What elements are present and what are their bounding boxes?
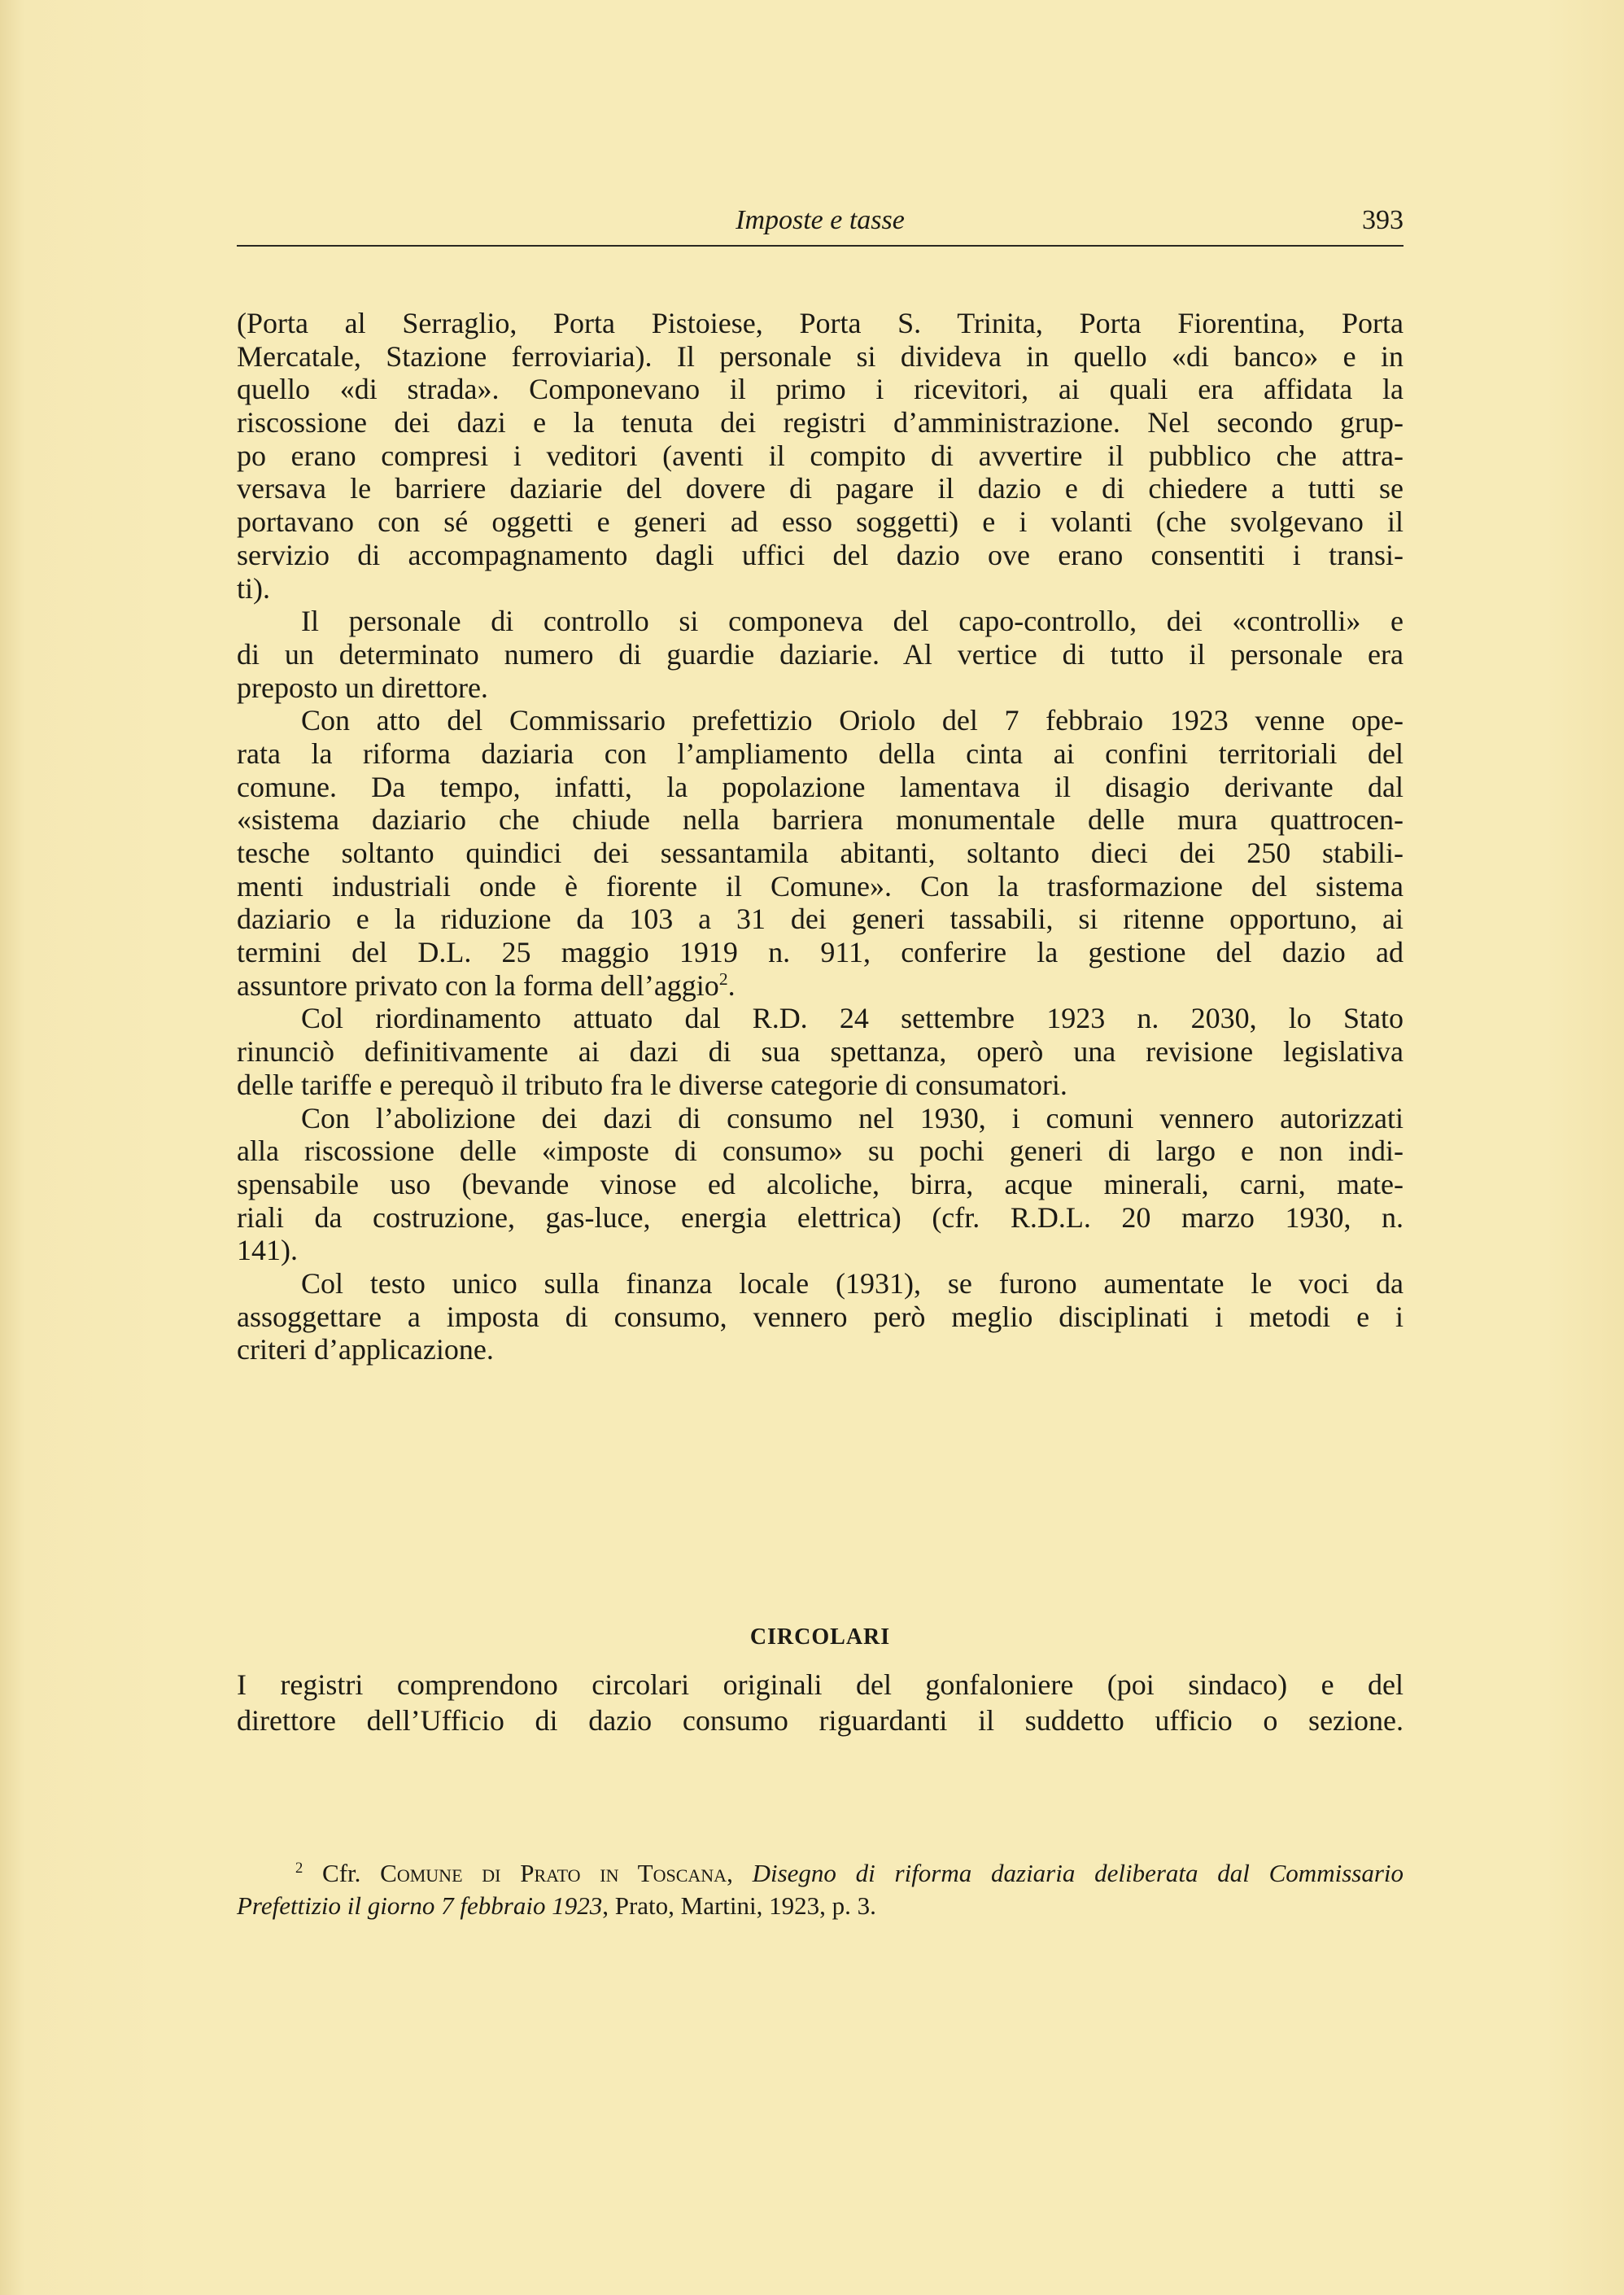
text-line: 141). — [237, 1234, 298, 1267]
text-line: Con atto del Commissario prefettizio Oriolo del 7 febbraio 1923 venne ope- — [301, 704, 1404, 737]
page-number: 393 — [1362, 205, 1404, 235]
text-line: alla riscossione delle «imposte di consumo» su pochi generi di largo e non indi- — [237, 1134, 1404, 1168]
text-line: daziario e la riduzione da 103 a 31 dei generi tassabili, si ritenne opportuno, ai — [237, 903, 1404, 936]
text-line: delle tariffe e perequò il tributo fra le diverse categorie di consumatori. — [237, 1068, 1067, 1101]
text-line: rinunciò definitivamente ai dazi di sua spettanza, operò una revisione legislativa — [237, 1035, 1404, 1069]
text-line: ti). — [237, 571, 270, 605]
footnote-line — [237, 1857, 1404, 1890]
running-title: Imposte e tasse — [736, 205, 905, 235]
footnote-publication: , Prato, Martini, 1923, p. 3. — [602, 1891, 876, 1920]
section-heading: CIRCOLARI — [749, 1624, 891, 1650]
paragraph — [237, 1002, 1404, 1101]
footnote-number: 2 — [295, 1859, 303, 1877]
text-line — [237, 969, 1404, 1003]
text-line: tesche soltanto quindici dei sessantamila abitanti, soltanto dieci dei 250 stabili- — [237, 837, 1404, 869]
footnote-title-cont: Prefettizio il giorno 7 febbraio 1923 — [237, 1891, 603, 1920]
text-line: Col riordinamento attuato dal R.D. 24 settembre 1923 n. 2030, lo Stato — [301, 1002, 1404, 1035]
footnote-reference: 2 — [718, 968, 728, 989]
text-line: riscossione dei dazi e la tenuta dei registri d’amministrazione. Nel secondo grup- — [237, 406, 1404, 439]
paragraph — [237, 704, 1404, 1002]
text-line: Mercatale, Stazione ferroviaria). Il personale si divideva in quello «di banco» e in — [237, 339, 1404, 373]
text-line: Il personale di controllo si componeva del capo-controllo, dei «controlli» e — [301, 605, 1404, 638]
text-line: rata la riforma daziaria con l’ampliamento della cinta ai confini territoriali del — [237, 737, 1404, 770]
text-line: comune. Da tempo, infatti, la popolazione lamentava il disagio derivante dal — [237, 770, 1404, 803]
text-line: versava le barriere daziarie del dovere di pagare il dazio e di chiedere a tutti se — [237, 472, 1404, 505]
text-line: criteri d’applicazione. — [237, 1333, 494, 1366]
text-line: «sistema daziario che chiude nella barriera monumentale delle mura quattrocen- — [237, 803, 1404, 837]
text-line: direttore dell’Ufficio di dazio consumo riguardanti il suddetto ufficio o sezione. — [237, 1704, 1404, 1737]
punctuation: . — [727, 968, 736, 1002]
section-paragraph — [237, 1667, 1404, 1738]
text-line: assoggettare a imposta di consumo, vennero però meglio disciplinati i metodi e i — [237, 1300, 1404, 1333]
text-line: spensabile uso (bevande vinose ed alcoliche, birra, acque minerali, carni, mate- — [237, 1167, 1404, 1200]
text-line: Con l’abolizione dei dazi di consumo nel 1930, i comuni vennero autorizzati — [301, 1101, 1404, 1134]
text-line: di un determinato numero di guardie daziarie. Al vertice di tutto il personale era — [237, 637, 1404, 671]
text-line: quello «di strada». Componevano il primo i ricevitori, ai quali era affidata la — [237, 373, 1404, 406]
text-line: menti industriali onde è fiorente il Comune». Con la trasformazione del sistema — [237, 869, 1404, 903]
text-line: I registri comprendono circolari originali del gonfaloniere (poi sindaco) e del — [237, 1668, 1404, 1701]
running-header — [237, 205, 1404, 243]
footnote-title: Disegno di riforma daziaria deliberata dal Commissario — [752, 1859, 1404, 1887]
footnote-line — [237, 1890, 1404, 1922]
header-rule — [237, 245, 1404, 247]
text-line: po erano compresi i veditori (aventi il compito di avvertire il pubblico che attra- — [237, 439, 1404, 472]
text-line: (Porta al Serraglio, Porta Pistoiese, Porta S. Trinita, Porta Fiorentina, Porta — [237, 307, 1404, 339]
text-line: riali da costruzione, gas-luce, energia elettrica) (cfr. R.D.L. 20 marzo 1930, n. — [237, 1200, 1404, 1234]
footnote — [237, 1857, 1404, 1922]
paragraph — [237, 307, 1404, 605]
text-line: servizio di accompagnamento dagli uffici del dazio ove erano consentiti i transi- — [237, 538, 1404, 571]
footnote-cfr: Cfr. — [322, 1859, 361, 1887]
text-line: portavano con sé oggetti e generi ad esso soggetti) e i volanti (che svolgevano il — [237, 505, 1404, 539]
paragraph — [237, 1267, 1404, 1366]
paragraph — [237, 1102, 1404, 1267]
text-line: preposto un direttore. — [237, 671, 488, 704]
body-text — [237, 307, 1404, 1366]
paragraph — [237, 605, 1404, 704]
text-line: termini del D.L. 25 maggio 1919 n. 911, conferire la gestione del dazio ad — [237, 936, 1404, 969]
text-line-content: assuntore privato con la forma dell’aggio — [237, 968, 719, 1002]
text-line: Col testo unico sulla finanza locale (1931), se furono aumentate le voci da — [301, 1266, 1404, 1300]
footnote-author: Comune di Prato in Toscana, — [380, 1859, 733, 1887]
